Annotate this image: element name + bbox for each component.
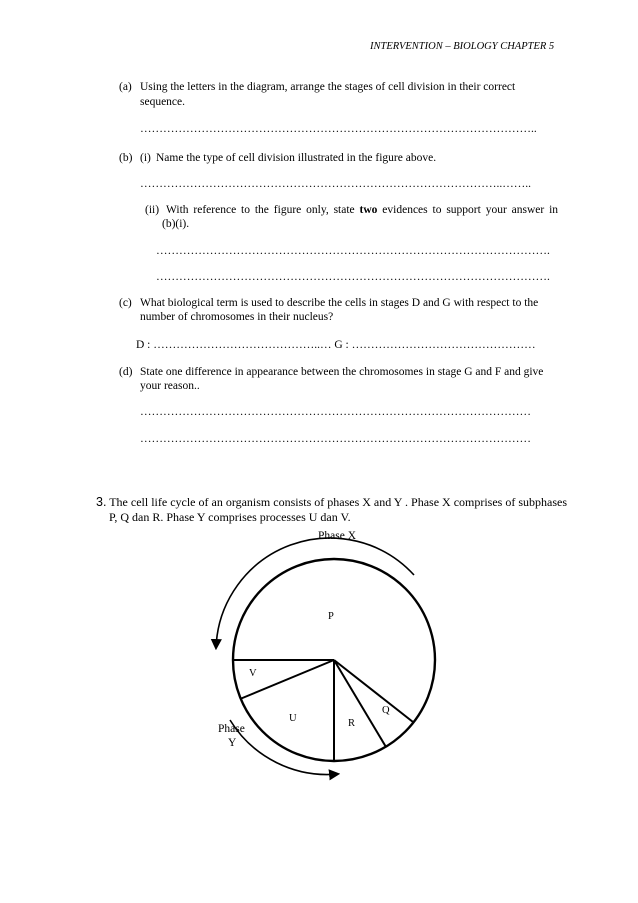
question-a-text-line1: Using the letters in the diagram, arrange the stages of cell division in their correct	[140, 81, 516, 93]
question-d-text-line2: your reason..	[140, 380, 200, 392]
label-u: U	[289, 713, 297, 724]
question-a-label: (a)	[119, 81, 132, 93]
question-c-text-line1: What biological term is used to describe the cells in stages D and G with respect to the	[140, 297, 539, 309]
label-p: P	[328, 611, 334, 622]
page-header: INTERVENTION – BIOLOGY CHAPTER 5	[370, 41, 555, 52]
question-b-ii-text-b: evidences to support your answer in	[377, 204, 559, 216]
question-b-ii-text-line2: (b)(i).	[162, 218, 190, 230]
question-d-answer-line-2[interactable]: …………………………………………………………………………………………	[140, 433, 531, 445]
question-b-ii-text-a: With reference to the figure only, state	[166, 204, 360, 216]
label-q: Q	[382, 705, 390, 716]
question-b-i-label: (i)	[140, 152, 151, 164]
divider-q-p	[334, 660, 413, 722]
question-d-answer-line-1[interactable]: …………………………………………………………………………………………	[140, 406, 531, 418]
label-v: V	[249, 668, 257, 679]
phase-x-label: Phase X	[318, 530, 357, 542]
question-b-i-answer-line[interactable]: …………………………………………………………………………………..……..	[140, 178, 531, 190]
question-b-ii-emphasis: two	[359, 204, 378, 216]
question-b-i-text: Name the type of cell division illustrated in the figure above.	[156, 152, 437, 164]
question-b-ii-answer-line-2[interactable]: ………………………………………………………………………………………….	[156, 271, 550, 283]
divider-r-q	[334, 660, 386, 747]
question-3-text-line1: The cell life cycle of an organism consists of phases X and Y . Phase X comprises of subphases	[106, 495, 568, 509]
question-3-number: 3.	[96, 495, 107, 509]
question-d-text-line1: State one difference in appearance between the chromosomes in stage G and F and give	[140, 366, 544, 378]
phase-x-arrow	[216, 538, 414, 648]
question-a-answer-line[interactable]: …………………………………………………………………………………………..	[140, 123, 537, 135]
question-d-label: (d)	[119, 366, 133, 378]
question-c-answer-line[interactable]: D : ……………………………………..… G : …………………………………………	[136, 339, 536, 351]
label-r: R	[348, 718, 356, 729]
question-b-label: (b)	[119, 152, 133, 164]
question-c-label: (c)	[119, 297, 132, 309]
question-c-text-line2: number of chromosomes in their nucleus?	[140, 311, 334, 323]
phase-y-label-line1: Phase	[218, 723, 245, 735]
question-b-ii-answer-line-1[interactable]: ………………………………………………………………………………………….	[156, 245, 550, 257]
divider-v-u	[240, 660, 334, 699]
phase-y-label-line2: Y	[228, 737, 237, 749]
question-b-ii-label: (ii)	[145, 204, 160, 216]
question-3-line2: P, Q dan R. Phase Y comprises processes U dan V.	[109, 510, 351, 524]
question-a-text-line2: sequence.	[140, 96, 186, 108]
